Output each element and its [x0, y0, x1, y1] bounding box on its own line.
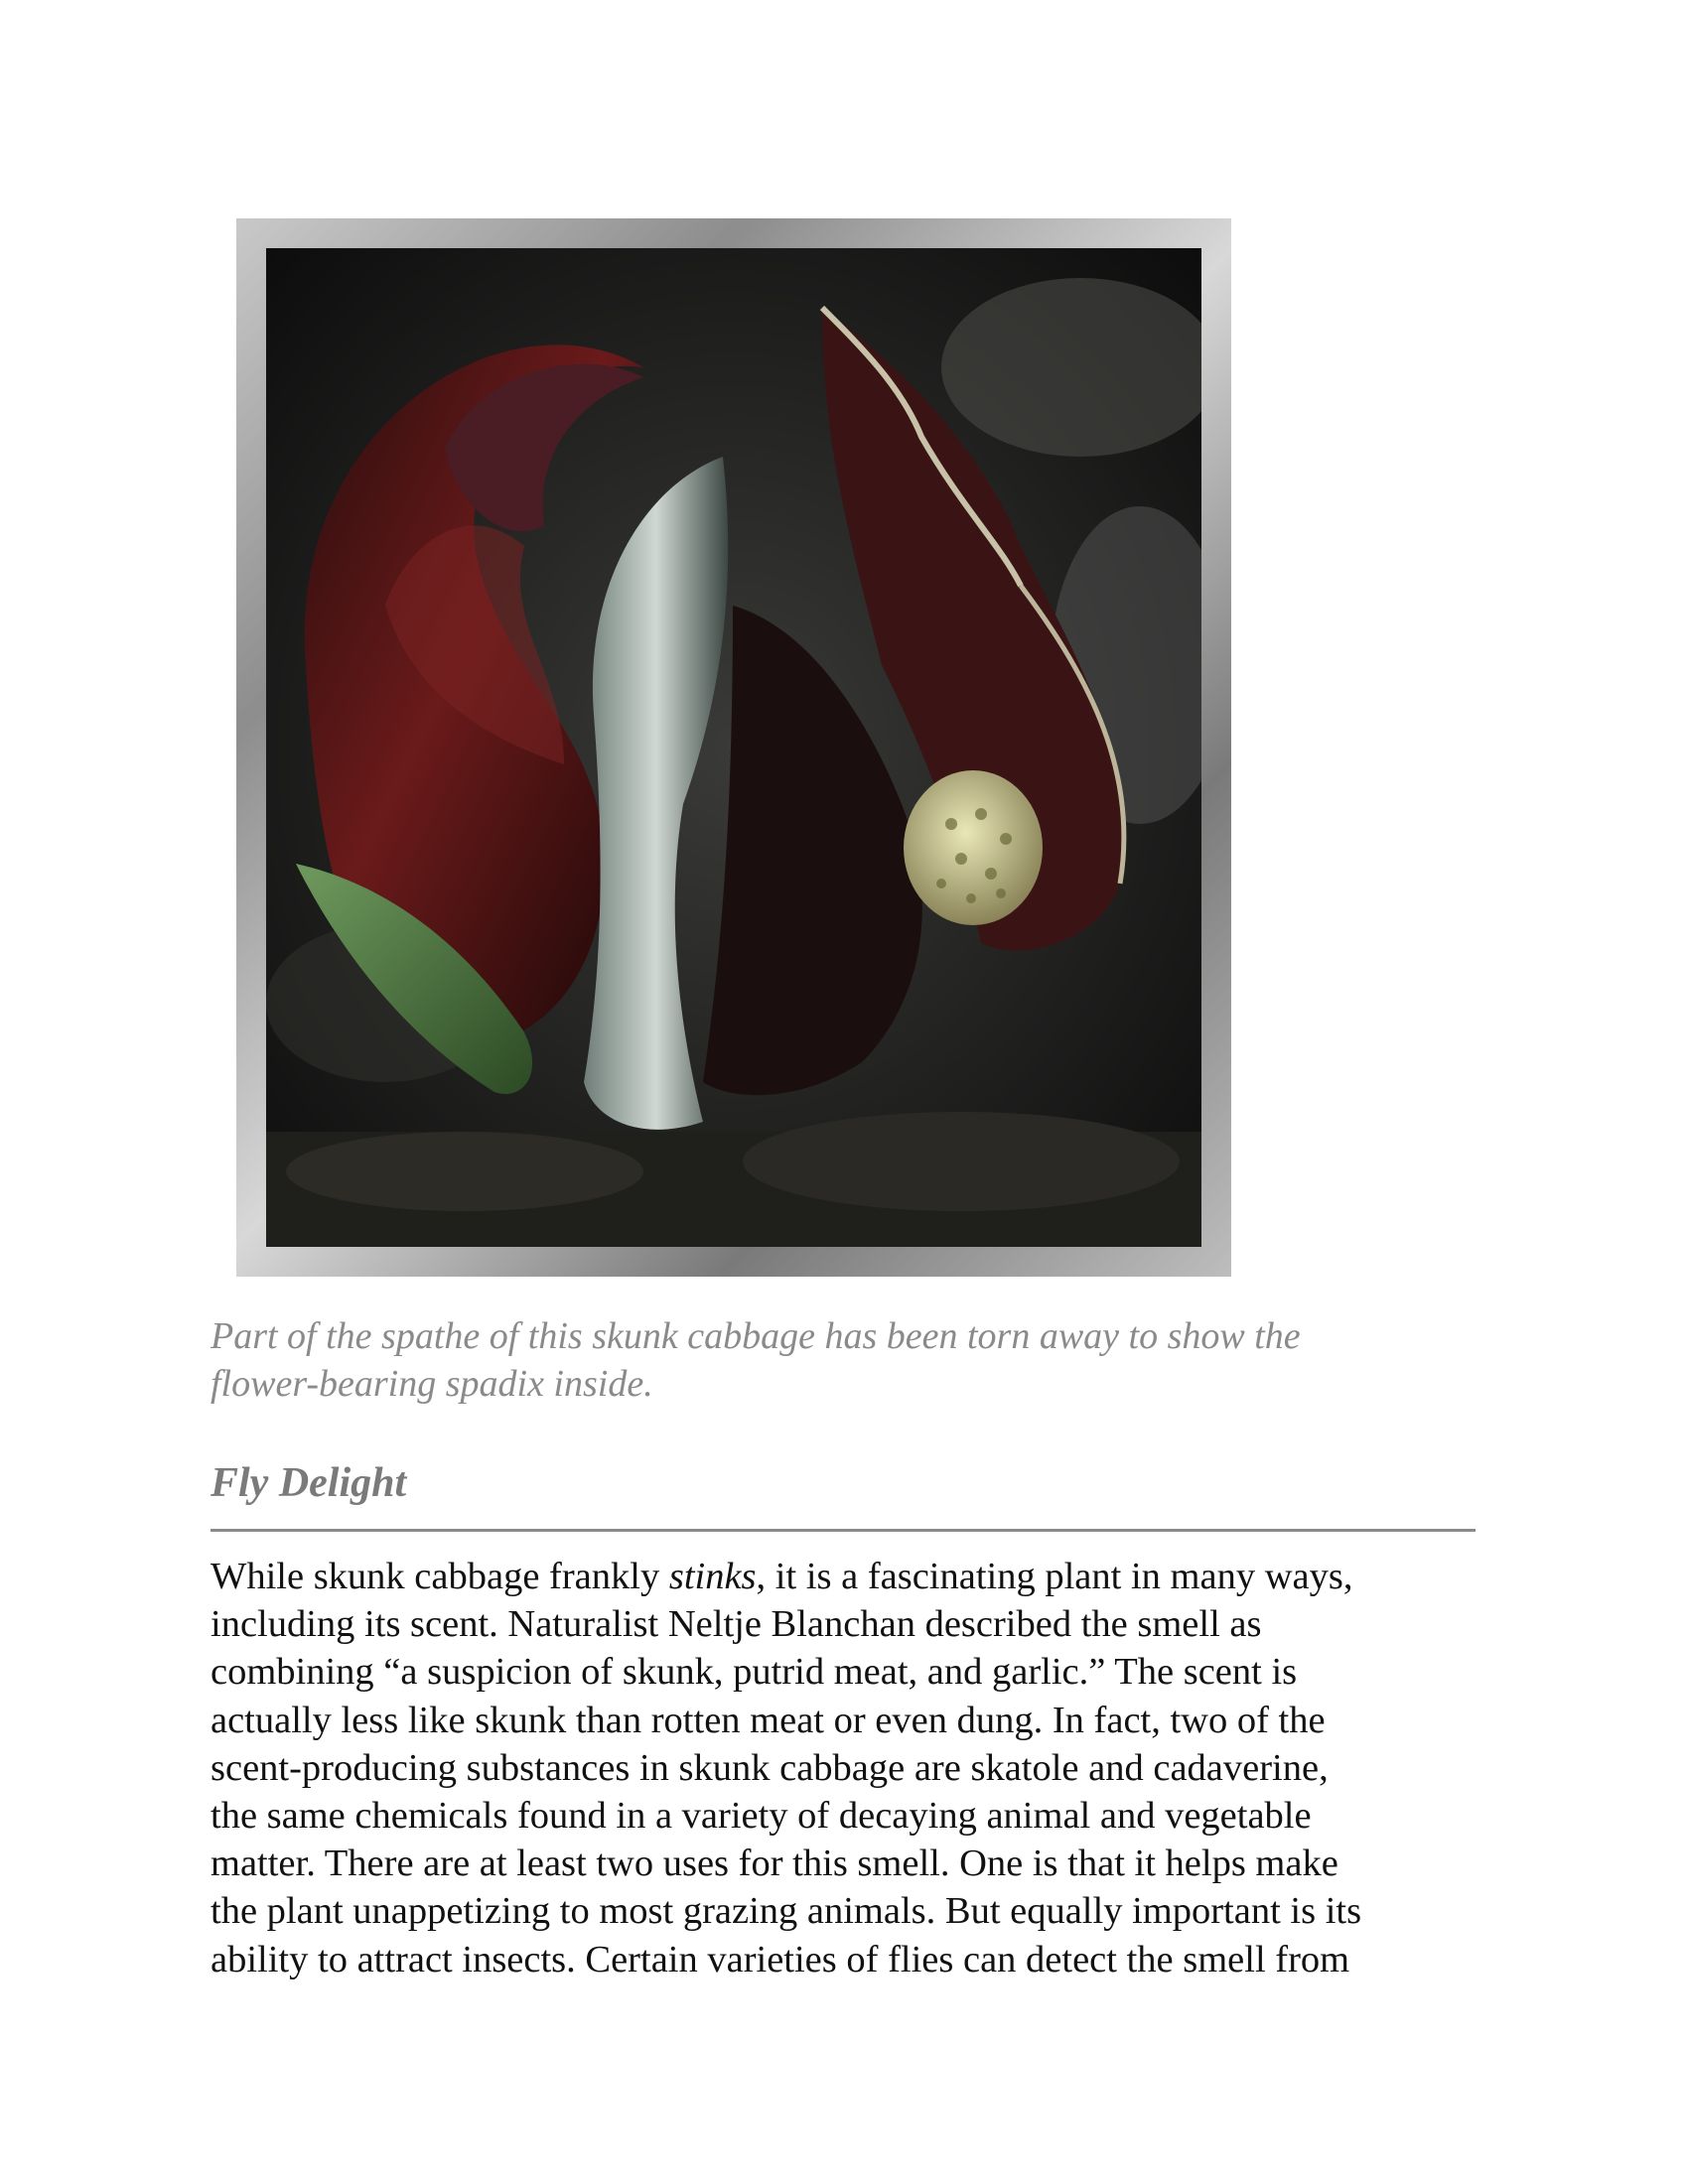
body-line: scent-producing substances in skunk cabbage are skatole and cadaverine, [211, 1746, 1329, 1789]
body-paragraph [211, 1553, 1491, 1983]
body-line [211, 1553, 1491, 1600]
emphasis-text: stinks [668, 1556, 757, 1597]
body-line: the plant unappetizing to most grazing animals. But equally important is its [211, 1890, 1362, 1933]
body-text-span: , it is a fascinating plant in many ways, [756, 1556, 1353, 1597]
body-line: matter. There are at least two uses for this smell. One is that it helps make [211, 1843, 1338, 1885]
body-line: including its scent. Naturalist Neltje Blanchan described the smell as [211, 1603, 1262, 1646]
caption-line: Part of the spathe of this skunk cabbage has been torn away to show the [211, 1315, 1301, 1357]
caption-line: flower-bearing spadix inside. [211, 1363, 653, 1405]
title-divider [211, 1529, 1476, 1532]
figure-caption [211, 1312, 1501, 1408]
body-line: combining “a suspicion of skunk, putrid meat, and garlic.” The scent is [211, 1651, 1298, 1694]
body-line: the same chemicals found in a variety of decaying animal and vegetable [211, 1795, 1312, 1838]
body-line: ability to attract insects. Certain varieties of flies can detect the smell from [211, 1938, 1350, 1980]
section-title: Fly Delight [211, 1460, 407, 1506]
body-text-span: While skunk cabbage frankly [211, 1556, 669, 1597]
body-line: actually less like skunk than rotten meat or even dung. In fact, two of the [211, 1699, 1326, 1741]
photo-image [266, 248, 1201, 1247]
skunk-cabbage-photo [236, 218, 1231, 1277]
